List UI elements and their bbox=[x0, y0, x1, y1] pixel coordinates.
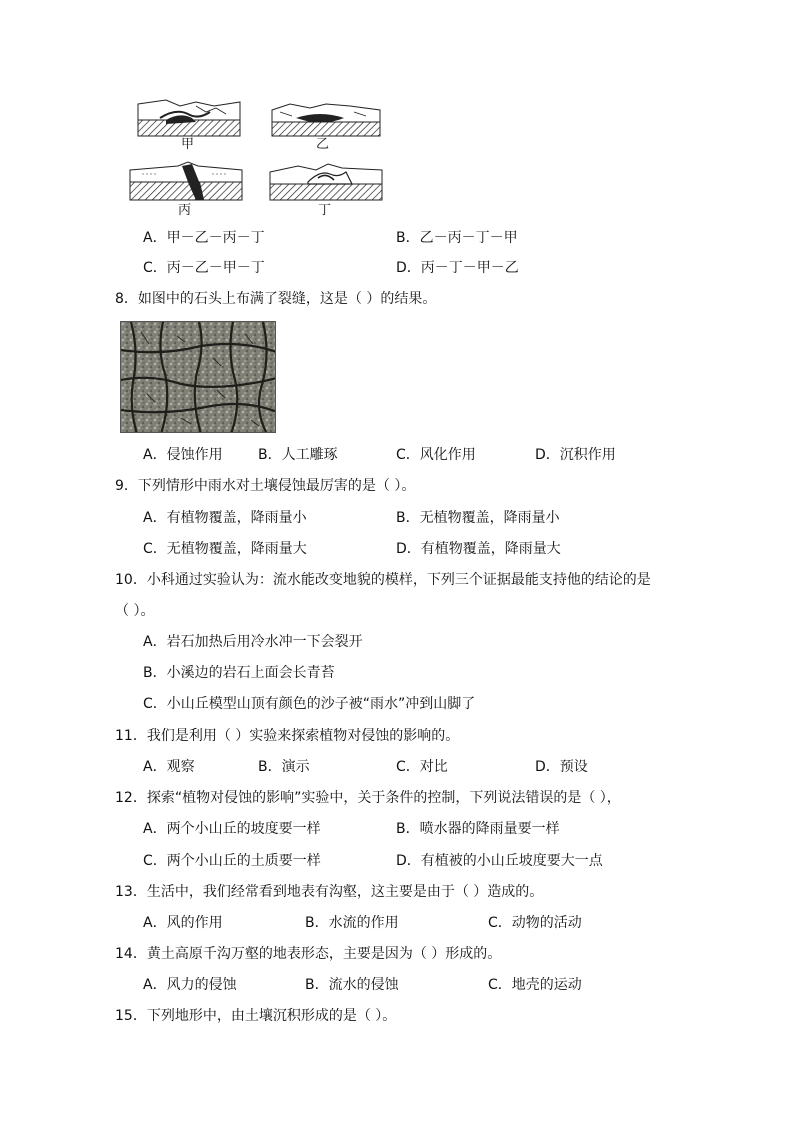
q12-stem: 12．探索“植物对侵蚀的影响”实验中，关于条件的控制，下列说法错误的是（ ）， bbox=[115, 790, 621, 806]
q7-option-c[interactable]: C．丙－乙－甲－丁 bbox=[143, 260, 265, 276]
landform-sketch-ding bbox=[268, 162, 384, 202]
q14-option-b[interactable]: B．流水的侵蚀 bbox=[305, 977, 399, 993]
q10-option-c[interactable]: C．小山丘模型山顶有颜色的沙子被“雨水”冲到山脚了 bbox=[143, 696, 476, 712]
q8-stem: 8．如图中的石头上布满了裂缝，这是（ ）的结果。 bbox=[115, 291, 437, 307]
q11-stem: 11．我们是利用（ ）实验来探索植物对侵蚀的影响的。 bbox=[115, 728, 460, 744]
q9-option-c[interactable]: C．无植物覆盖，降雨量大 bbox=[143, 541, 307, 557]
q11-option-d[interactable]: D．预设 bbox=[535, 759, 588, 775]
q8-option-b[interactable]: B．人工雕琢 bbox=[258, 447, 338, 463]
q9-option-b[interactable]: B．无植物覆盖，降雨量小 bbox=[396, 510, 560, 526]
q13-option-b[interactable]: B．水流的作用 bbox=[305, 915, 399, 931]
q10-option-b[interactable]: B．小溪边的岩石上面会长青苔 bbox=[143, 665, 335, 681]
figure-label-jia: 甲 bbox=[181, 137, 195, 152]
q14-stem: 14．黄土高原千沟万壑的地表形态，主要是因为（ ）形成的。 bbox=[115, 946, 502, 962]
q9-option-a[interactable]: A．有植物覆盖，降雨量小 bbox=[143, 510, 307, 526]
landform-sketch-yi bbox=[270, 102, 382, 138]
q12-option-d[interactable]: D．有植被的小山丘坡度要大一点 bbox=[396, 853, 603, 869]
q14-option-a[interactable]: A．风力的侵蚀 bbox=[143, 977, 237, 993]
q8-option-a[interactable]: A．侵蚀作用 bbox=[143, 447, 223, 463]
cracked-rock-photo bbox=[120, 321, 276, 433]
figure-label-ding: 丁 bbox=[318, 203, 332, 218]
q9-option-d[interactable]: D．有植物覆盖，降雨量大 bbox=[396, 541, 561, 557]
q10-stem-line2: （ ）。 bbox=[115, 603, 155, 619]
q12-option-b[interactable]: B．喷水器的降雨量要一样 bbox=[396, 821, 560, 837]
q10-stem-line1: 10．小科通过实验认为：流水能改变地貌的模样，下列三个证据最能支持他的结论的是 bbox=[115, 572, 651, 588]
q12-option-a[interactable]: A．两个小山丘的坡度要一样 bbox=[143, 821, 321, 837]
landform-sketch-bing bbox=[128, 160, 244, 204]
q11-option-b[interactable]: B．演示 bbox=[258, 759, 310, 775]
landform-sketch-jia bbox=[136, 98, 242, 140]
q13-option-a[interactable]: A．风的作用 bbox=[143, 915, 223, 931]
q12-option-c[interactable]: C．两个小山丘的土质要一样 bbox=[143, 853, 321, 869]
q7-option-b[interactable]: B．乙－丙－丁－甲 bbox=[396, 230, 518, 246]
figure-label-yi: 乙 bbox=[316, 137, 330, 152]
q7-option-d[interactable]: D．丙－丁－甲－乙 bbox=[396, 260, 519, 276]
q10-option-a[interactable]: A．岩石加热后用冷水冲一下会裂开 bbox=[143, 634, 363, 650]
q7-option-a[interactable]: A．甲－乙－丙－丁 bbox=[143, 230, 265, 246]
q15-stem: 15．下列地形中，由土壤沉积形成的是（ ）。 bbox=[115, 1008, 397, 1024]
figure-label-bing: 丙 bbox=[178, 203, 192, 218]
q14-option-c[interactable]: C．地壳的运动 bbox=[488, 977, 582, 993]
q8-option-c[interactable]: C．风化作用 bbox=[396, 447, 476, 463]
q11-option-c[interactable]: C．对比 bbox=[396, 759, 448, 775]
q13-option-c[interactable]: C．动物的活动 bbox=[488, 915, 582, 931]
q9-stem: 9．下列情形中雨水对土壤侵蚀最厉害的是（ ）。 bbox=[115, 478, 416, 494]
q13-stem: 13．生活中，我们经常看到地表有沟壑，这主要是由于（ ）造成的。 bbox=[115, 884, 544, 900]
q11-option-a[interactable]: A．观察 bbox=[143, 759, 195, 775]
q8-option-d[interactable]: D．沉积作用 bbox=[535, 447, 616, 463]
